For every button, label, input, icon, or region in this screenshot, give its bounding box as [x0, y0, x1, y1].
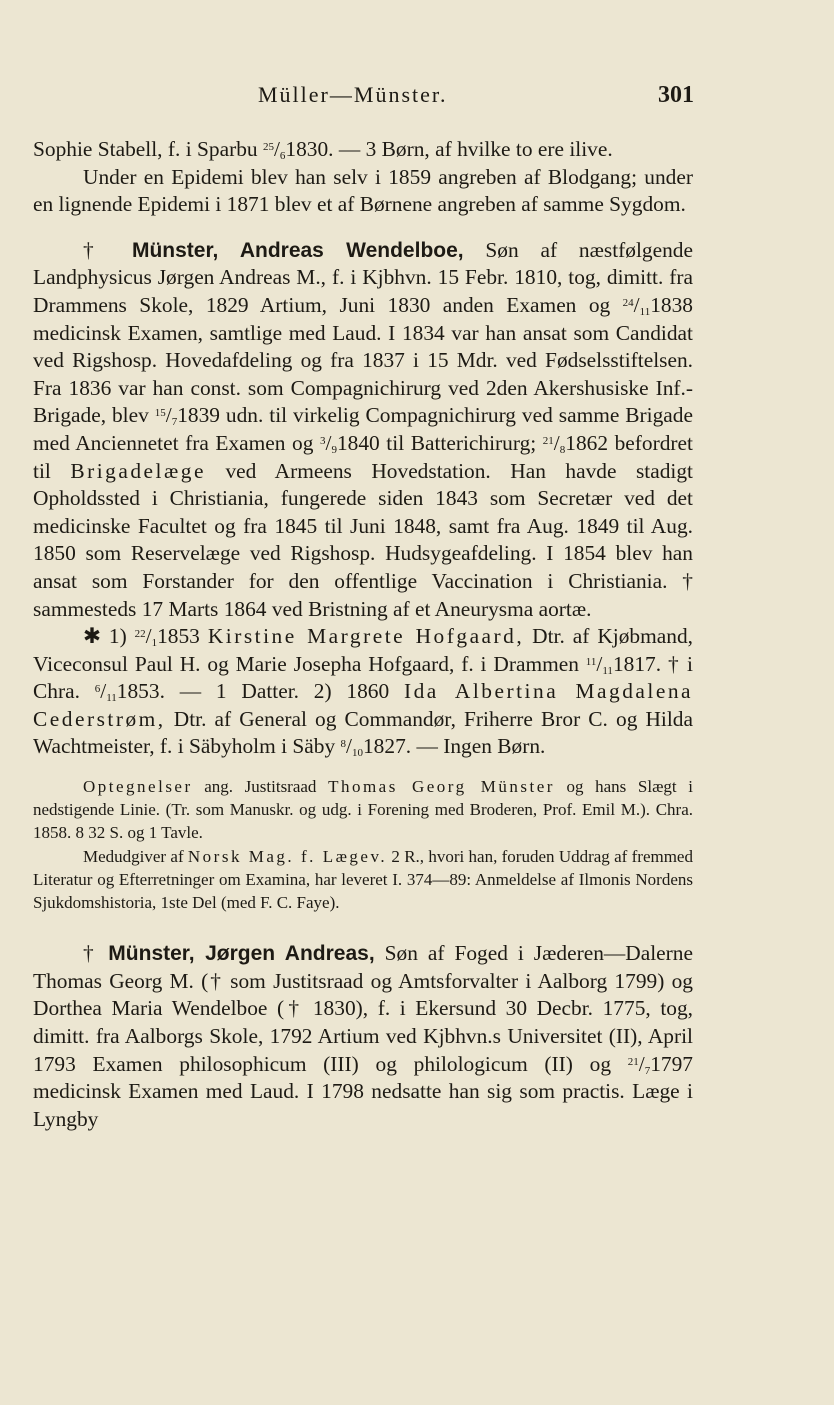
spaced-term: Brigadelæge: [70, 458, 206, 483]
entry-headword: Münster, Andreas Wendelboe,: [131, 238, 464, 262]
text-column: [33, 136, 693, 1133]
entry-headword: Münster, Jørgen Andreas,: [108, 942, 375, 966]
bibliography-note-2: Medudgiver af Norsk Mag. f. Lægev. 2 R., hvori han, foruden Uddrag af fremmed Literatur og Efterretninger om Examina, har leveret I. 374—89: Anmeldelse af Ilmonis Nordens Sjukdomshistoria, 1ste Del (med F. C. Faye).: [33, 846, 693, 913]
spouse-name-2: Ida Albertina Magdalena Cederstrøm,: [33, 679, 694, 731]
page-header: [0, 82, 834, 118]
paragraph-2: Under en Epidemi blev han selv i 1859 angreben af Blodgang; under en lignende Epidemi i 1871 blev et af Børnene angreben af samme Sygdom.: [33, 164, 693, 217]
dagger-symbol: †: [83, 941, 99, 966]
page-number: 301: [658, 82, 694, 108]
marriage-symbol: ✱: [83, 624, 101, 649]
dagger-symbol: †: [83, 237, 111, 262]
bibliography-note-1: Optegnelser ang. Justitsraad Thomas Georg Münster og hans Slægt i nedstigende Linie. (Tr. som Manuskr. og udg. i Forening med Broderen, Prof. Emil M.). Chra. 1858. 8 32 S. og 1 Tavle.: [33, 777, 693, 843]
paragraph-1: Sophie Stabell, f. i Sparbu $^{25}/_61830$. — 3 Børn, af hvilke to ere ilive.: [33, 137, 613, 162]
entry-andreas-wendelboe: † Münster, Andreas Wendelboe, Søn af næstfølgende Landphysicus Jørgen Andreas M., f. i Kjbhvn. 15 Febr. 1810, tog, dimitt. fra Drammens Skole, 1829 Artium, Juni 1830 anden Examen og $^{24}/_{11}1838$ medicinsk Examen, samtlige med Laud. I 1834 var han ansat som Candidat ved Rigshosp. Hovedafdeling og fra 1837 i 15 Mdr. ved Fødselsstiftelsen. Fra 1836 var han const. som Compagnichirurg ved 2den Akershusiske Inf.-Brigade, blev $^{15}/_71839$ udn. til virkelig Compagnichirurg ved samme Brigade med Anciennetet fra Examen og $^3/_91840$ til Batterichirurg; $^{21}/_81862$ befordret til Brigadelæge ved Armeens Hovedstation. Han havde stadigt Opholdssted i Christiania, fungerede siden 1843 som Secretær ved det medicinske Facultet og fra 1845 til Juni 1848, samt fra Aug. 1849 til Aug. 1850 som Reservelæge ved Rigshosp. Hudsygeafdeling. I 1854 blev han ansat som Forstander for den offentlige Vaccination i Christiania. † sammesteds 17 Marts 1864 ved Bristning af et Aneurysma aortæ.: [33, 237, 693, 621]
running-title: Müller—Münster.: [258, 82, 448, 107]
spouse-name-1: Kirstine Margrete Hofgaard,: [207, 624, 525, 649]
marriage-paragraph: ✱ 1) $^{22}/_11853$ Kirstine Margrete Hofgaard, Dtr. af Kjøbmand, Viceconsul Paul H. og Marie Josepha Hofgaard, f. i Drammen $^{11}/_{11}1817$. † i Chra. $^6/_{11}1853$. — 1 Datter. 2) 1860 Ida Albertina Magdalena Cederstrøm, Dtr. af General og Commandør, Friherre Bror C. og Hilda Wachtmeister, f. i Säbyholm i Säby $^8/_{10}1827$. — Ingen Børn.: [33, 624, 694, 760]
entry-jorgen-andreas: † Münster, Jørgen Andreas, Søn af Foged i Jæderen—Dalerne Thomas Georg M. († som Justitsraad og Amtsforvalter i Aalborg 1799) og Dorthea Maria Wendelboe († 1830), f. i Ekersund 30 Decbr. 1775, tog, dimitt. fra Aalborgs Skole, 1792 Artium ved Kjbhvn.s Universitet (II), April 1793 Examen philosophicum (III) og philologicum (II) og $^{21}/_71797$ medicinsk Examen med Laud. I 1798 nedsatte han sig som practis. Læge i Lyngby: [33, 941, 693, 1131]
